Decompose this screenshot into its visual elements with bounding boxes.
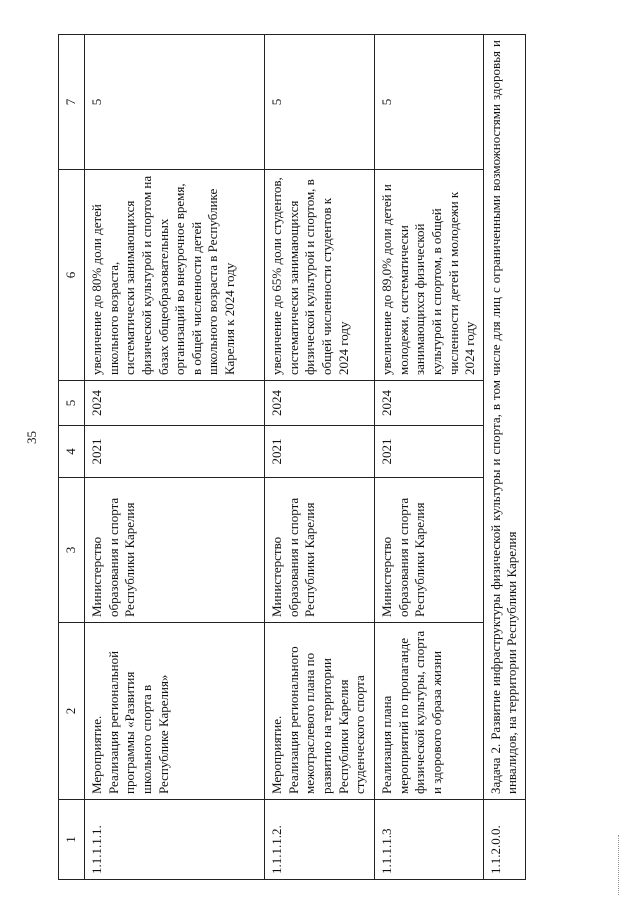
- task-text: Задача 2. Развитие инфраструктуры физической культуры и спорта, в том числе для лиц с ограниченными возможностями здоровья и инвалидов, на территории Республики Карелия: [483, 35, 525, 800]
- header-cell: 5: [59, 381, 85, 426]
- table-row: [375, 35, 484, 880]
- executor: Министерство образования и спорта Республики Карелия: [375, 478, 484, 623]
- score: 5: [375, 35, 484, 170]
- page-number: 35: [24, 431, 39, 444]
- expected-result: увеличение до 65% доли студентов, систематически занимающихся физической культурой и спортом, в общей численности студентов к 2024 году: [265, 170, 375, 381]
- executor: Министерство образования и спорта Республики Карелия: [85, 478, 265, 623]
- header-cell: 4: [59, 426, 85, 478]
- start-year: 2021: [375, 426, 484, 478]
- header-cell: 1: [59, 800, 85, 880]
- event-name: Реализация плана мероприятий по пропаганде физической культуры, спорта и здорового образа жизни: [375, 623, 484, 800]
- program-table: [58, 34, 526, 880]
- end-year: 2024: [85, 381, 265, 426]
- row-number: 1.1.1.1.1.: [85, 800, 265, 880]
- header-cell: 3: [59, 478, 85, 623]
- scan-edge-mark: [618, 835, 621, 895]
- table-row: [85, 35, 265, 880]
- expected-result: увеличение до 89,0% доли детей и молодежи, систематически занимающихся физической культурой и спортом, в общей численности детей и молодежи к 2024 году: [375, 170, 484, 381]
- rotated-table-wrapper: [58, 35, 520, 880]
- task-number: 1.1.2.0.0.: [483, 800, 525, 880]
- event-name: Мероприятие. Реализация региональной программы «Развития школьного спорта в Республике Карелия»: [85, 623, 265, 800]
- end-year: 2024: [375, 381, 484, 426]
- table-row: [265, 35, 375, 880]
- end-year: 2024: [265, 381, 375, 426]
- task-row: [483, 35, 525, 880]
- start-year: 2021: [85, 426, 265, 478]
- event-name: Мероприятие. Реализация регионального межотраслевого плана по развитию на территории Республики Карелия студенческого спорта: [265, 623, 375, 800]
- executor: Министерство образования и спорта Республики Карелия: [265, 478, 375, 623]
- header-row: [59, 35, 85, 880]
- expected-result: увеличение до 80% доли детей школьного возраста, систематически занимающихся физической культурой и спортом на базах общеобразовательных организаций во внеурочное время, в общей численности детей школьного возраста в Республике Карелия к 2024 году: [85, 170, 265, 381]
- header-cell: 7: [59, 35, 85, 170]
- row-number: 1.1.1.1.3: [375, 800, 484, 880]
- header-cell: 6: [59, 170, 85, 381]
- score: 5: [265, 35, 375, 170]
- score: 5: [85, 35, 265, 170]
- row-number: 1.1.1.1.2.: [265, 800, 375, 880]
- header-cell: 2: [59, 623, 85, 800]
- start-year: 2021: [265, 426, 375, 478]
